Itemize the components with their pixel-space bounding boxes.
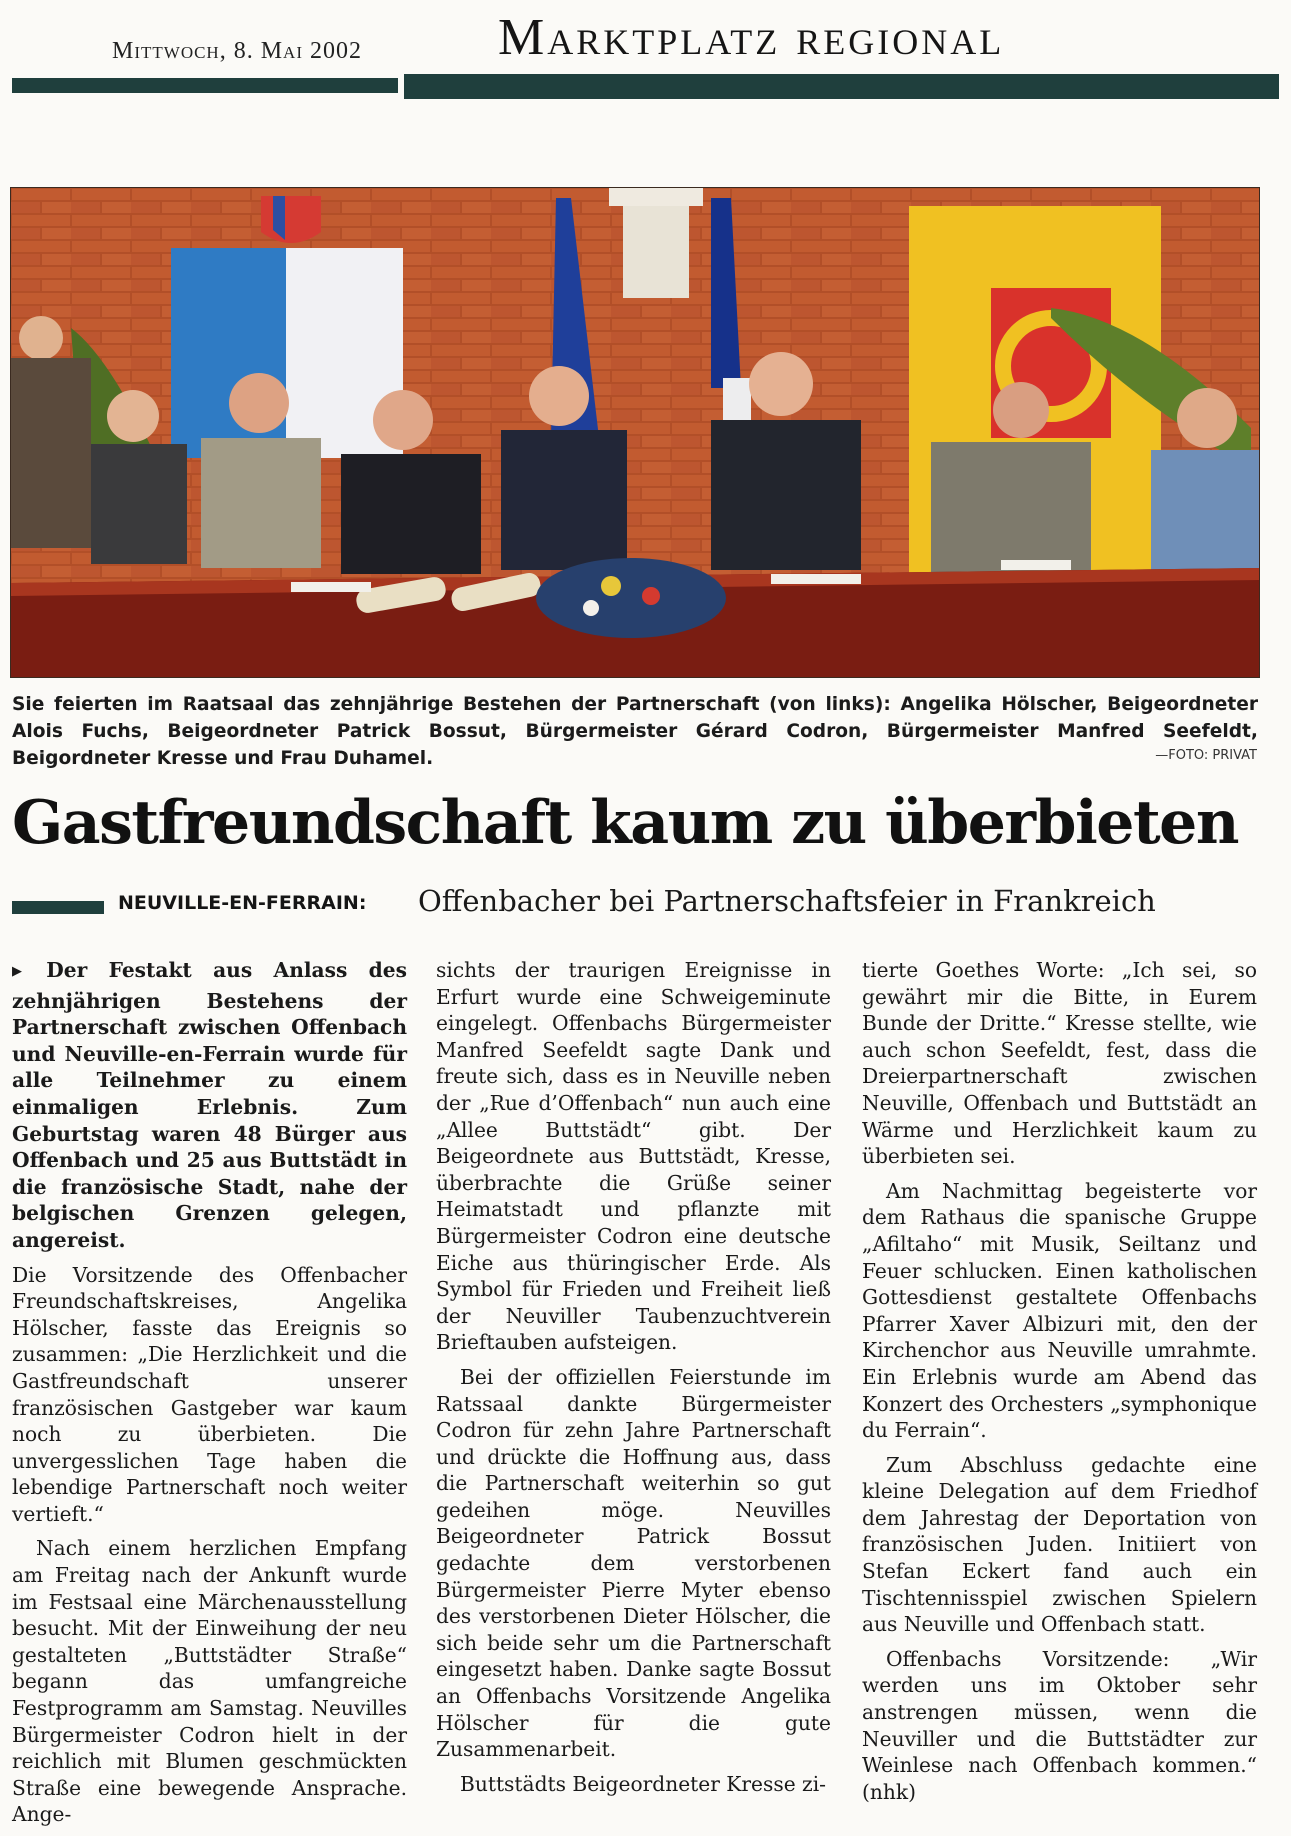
paragraph: Bei der offiziellen Feierstunde im Ratssaal dankte Bürgermeister Codron für zehn Jahre Partnerschaft und drückte die Hoffnung aus, dass die Partnerschaft weiterhin so gut gedeihen möge. Neuvilles Beigeordneter Patrick Bossut gedachte dem verstorbenen Bürgermeister Pierre Myter ebenso des verstorbenen Dieter Hölscher, die sich beide sehr um die Partnerschaft eingesetzt haben. Danke sagte Bossut an Offenbachs Vorsitzende Angelika Hölscher für die gute Zusammenarbeit. xyxy=(436,1364,831,1762)
headline: Gastfreundschaft kaum zu überbieten xyxy=(12,788,1238,858)
paragraph: sichts der traurigen Ereignisse in Erfurt wurde eine Schweigeminute eingelegt. Offenbachs Bürgermeister Manfred Seefeldt sagte Dank und freute sich, dass es in Neuville neben der „Rue d’Offenbach“ nun auch eine „Allee Buttstädt“ gibt. Der Beigeordnete aus Buttstädt, Kresse, überbrachte die Grüße seiner Heimatstadt und pflanzte mit Bürgermeister Codron eine deutsche Eiche aus thüringischer Erde. Als Symbol für Frieden und Freiheit ließ der Neuviller Taubenzuchtverein Brieftauben aufsteigen. xyxy=(436,958,831,1355)
masthead-rule-right xyxy=(404,74,1279,99)
event-photo xyxy=(10,187,1260,678)
paragraph: Offenbachs Vorsitzende: „Wir werden uns im Oktober sehr anstrengen müssen, wenn die Neuviller und die Buttstädter zur Weinlese nach Offenbach kommen.“ (nhk) xyxy=(862,1646,1257,1804)
column-2 xyxy=(436,957,831,1805)
dateline-bar xyxy=(12,901,104,914)
event-photo-illustration xyxy=(11,188,1259,677)
paragraph: tierte Goethes Worte: „Ich sei, so gewährt mir die Bitte, in Eurem Bunde der Dritte.“ Kresse stellte, wie auch schon Seefeldt, fest, dass die Dreierpartnerschaft zwischen Neuville, Offenbach und Buttstädt an Wärme und Herzlichkeit kaum zu überbieten sei. xyxy=(862,958,1257,1169)
issue-date: Mittwoch, 8. Mai 2002 xyxy=(112,38,362,64)
photo-credit: —FOTO: PRIVAT xyxy=(1155,748,1257,763)
section-title: Marktplatz regional xyxy=(498,9,1005,66)
lead-paragraph xyxy=(12,957,407,1254)
paragraph: Nach einem herzlichen Empfang am Freitag nach der Ankunft wurde im Festsaal eine Märchenausstellung besucht. Mit der Einweihung der neu gestalteten „Buttstädter Straße“ begann das umfangreiche Festprogramm am Samstag. Neuvilles Bürgermeister Codron hielt in der reichlich mit Blumen geschmückten Straße eine bewegende Ansprache. Ange- xyxy=(12,1536,407,1827)
subheadline: Offenbacher bei Partnerschaftsfeier in Frankreich xyxy=(418,884,1156,918)
paragraph: Buttstädts Beigeordneter Kresse zi- xyxy=(460,1771,826,1796)
triangle-icon: ▶ xyxy=(12,964,37,979)
lead-text: Der Festakt aus Anlass des zehnjährigen Bestehens der Partnerschaft zwischen Offenbach und Neuville-en-Ferrain wurde für alle Teilnehmer zu einem einmaligen Erlebnis. Zum Geburtstag waren 48 Bürger aus Offenbach und 25 aus Buttstädt in die französische Stadt, nahe der belgischen Grenzen gelegen, angereist. xyxy=(12,958,407,1252)
paragraph: Am Nachmittag begeisterte vor dem Rathaus die spanische Gruppe „Afiltaho“ mit Musik, Seiltanz und Feuer schlucken. Einen katholischen Gottesdienst gestaltete Offenbachs Pfarrer Xaver Albizuri mit, den der Kirchenchor aus Neuville umrahmte. Ein Erlebnis wurde am Abend das Konzert des Orchesters „symphonique du Ferrain“. xyxy=(862,1178,1257,1443)
masthead xyxy=(0,0,1291,100)
paragraph: Die Vorsitzende des Offenbacher Freundschaftskreises, Angelika Hölscher, fasste das Ereignis so zusammen: „Die Herzlichkeit und die Gastfreundschaft unserer französischen Gastgeber war kaum noch zu überbieten. Die unvergesslichen Tage haben die lebendige Partnerschaft noch weiter vertieft.“ xyxy=(12,1262,407,1526)
masthead-rule-left xyxy=(12,78,398,93)
paragraph: Zum Abschluss gedachte eine kleine Delegation auf dem Friedhof dem Jahrestag der Deportation von französischen Juden. Initiiert von Stefan Eckert fand auch ein Tischtennisspiel zwischen Spielern aus Neuville und Offenbach statt. xyxy=(862,1452,1257,1637)
photo-caption: Sie feierten im Raatsaal das zehnjährige Bestehen der Partnerschaft (von links): Angelika Hölscher, Beigeordneter Alois Fuchs, Beigeordneter Patrick Bossut, Bürgermeister Gérard Codron, Bürgermeister Manfred Seefeldt, Beigordneter Kresse und Frau Duhamel. xyxy=(12,694,1258,769)
column-3 xyxy=(862,957,1257,1813)
dateline: NEUVILLE-EN-FERRAIN: xyxy=(118,892,367,914)
column-1 xyxy=(12,957,407,1836)
